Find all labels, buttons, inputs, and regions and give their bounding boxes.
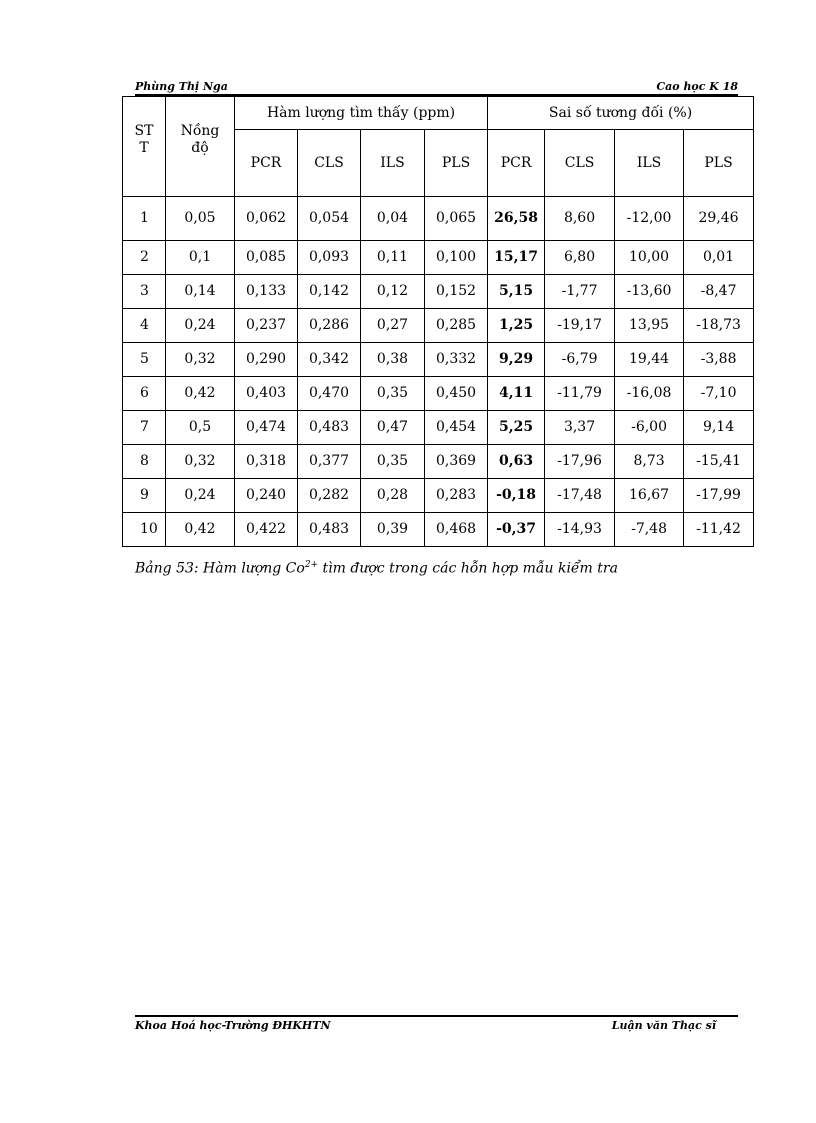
cell-nong-do: 0,05: [166, 197, 235, 241]
cell-error-pls: -18,73: [684, 309, 754, 343]
cell-found-ils: 0,27: [361, 309, 425, 343]
cell-error-ils: 16,67: [615, 479, 684, 513]
cell-error-pls: 0,01: [684, 241, 754, 275]
cell-found-pls: 0,152: [425, 275, 488, 309]
cell-error-ils: 10,00: [615, 241, 684, 275]
cell-error-pls: -7,10: [684, 377, 754, 411]
cell-found-pcr: 0,062: [235, 197, 298, 241]
cell-found-cls: 0,142: [298, 275, 361, 309]
caption-suffix: tìm được trong các hỗn hợp mẫu kiểm tra: [318, 560, 618, 577]
cell-found-cls: 0,483: [298, 513, 361, 547]
results-table: [122, 96, 754, 547]
sub-error-pcr: PCR: [488, 130, 545, 197]
group-error-header: Sai số tương đối (%): [488, 97, 754, 130]
sub-error-ils: ILS: [615, 130, 684, 197]
cell-error-pls: -15,41: [684, 445, 754, 479]
cell-found-pls: 0,450: [425, 377, 488, 411]
col-nong-do-header: Nồng độ: [166, 97, 235, 197]
cell-stt: 5: [123, 343, 166, 377]
cell-found-ils: 0,04: [361, 197, 425, 241]
cell-error-pcr: 15,17: [488, 241, 545, 275]
cell-error-pcr: 4,11: [488, 377, 545, 411]
sub-found-cls: CLS: [298, 130, 361, 197]
cell-error-cls: -17,96: [545, 445, 615, 479]
cell-stt: 4: [123, 309, 166, 343]
cell-error-pcr: 9,29: [488, 343, 545, 377]
cell-error-ils: 19,44: [615, 343, 684, 377]
page-footer: [135, 1019, 738, 1035]
cell-stt: 3: [123, 275, 166, 309]
cell-error-pcr: -0,18: [488, 479, 545, 513]
cell-error-pcr: 5,15: [488, 275, 545, 309]
cell-found-cls: 0,054: [298, 197, 361, 241]
footer-rule: [135, 1015, 738, 1017]
cell-found-pcr: 0,085: [235, 241, 298, 275]
cell-found-pls: 0,283: [425, 479, 488, 513]
cell-error-pcr: -0,37: [488, 513, 545, 547]
sub-error-pls: PLS: [684, 130, 754, 197]
sub-error-cls: CLS: [545, 130, 615, 197]
cell-error-cls: -14,93: [545, 513, 615, 547]
sub-found-pls: PLS: [425, 130, 488, 197]
cell-found-ils: 0,35: [361, 445, 425, 479]
cell-stt: 9: [123, 479, 166, 513]
cell-found-cls: 0,342: [298, 343, 361, 377]
cell-found-pls: 0,332: [425, 343, 488, 377]
cell-nong-do: 0,24: [166, 309, 235, 343]
caption-superscript: 2+: [304, 560, 319, 570]
page-header: [135, 80, 738, 94]
cell-nong-do: 0,32: [166, 445, 235, 479]
table-row: [123, 445, 754, 479]
cell-nong-do: 0,14: [166, 275, 235, 309]
cell-found-ils: 0,35: [361, 377, 425, 411]
cell-found-pcr: 0,422: [235, 513, 298, 547]
cell-found-ils: 0,12: [361, 275, 425, 309]
cell-stt: 6: [123, 377, 166, 411]
sub-found-pcr: PCR: [235, 130, 298, 197]
cell-found-pls: 0,369: [425, 445, 488, 479]
table-row: [123, 241, 754, 275]
cell-found-cls: 0,483: [298, 411, 361, 445]
cell-found-pcr: 0,133: [235, 275, 298, 309]
table-body: [123, 197, 754, 547]
cell-error-cls: -6,79: [545, 343, 615, 377]
cell-error-pls: -3,88: [684, 343, 754, 377]
col-stt-header: ST T: [123, 97, 166, 197]
cell-error-pls: -8,47: [684, 275, 754, 309]
cell-found-ils: 0,28: [361, 479, 425, 513]
cell-error-pcr: 5,25: [488, 411, 545, 445]
cell-found-pcr: 0,318: [235, 445, 298, 479]
cell-stt: 2: [123, 241, 166, 275]
caption-prefix: Bảng 53: Hàm lượng Co: [135, 560, 305, 577]
cell-error-pls: 29,46: [684, 197, 754, 241]
table-row: [123, 309, 754, 343]
cell-stt: 8: [123, 445, 166, 479]
cell-error-pls: -11,42: [684, 513, 754, 547]
cell-error-ils: -12,00: [615, 197, 684, 241]
cell-error-ils: -7,48: [615, 513, 684, 547]
group-found-header: Hàm lượng tìm thấy (ppm): [235, 97, 488, 130]
cell-error-pcr: 26,58: [488, 197, 545, 241]
sub-found-ils: ILS: [361, 130, 425, 197]
cell-found-cls: 0,282: [298, 479, 361, 513]
cell-error-ils: 13,95: [615, 309, 684, 343]
table-row: [123, 275, 754, 309]
cell-error-ils: -13,60: [615, 275, 684, 309]
cell-error-cls: 8,60: [545, 197, 615, 241]
table-row: [123, 411, 754, 445]
table-caption: [135, 560, 618, 577]
table-row: [123, 343, 754, 377]
cell-error-pcr: 1,25: [488, 309, 545, 343]
table-row: [123, 197, 754, 241]
cell-nong-do: 0,42: [166, 377, 235, 411]
cell-found-cls: 0,377: [298, 445, 361, 479]
cell-found-pls: 0,285: [425, 309, 488, 343]
cell-found-pls: 0,468: [425, 513, 488, 547]
header-row-1: [123, 97, 754, 130]
cell-error-ils: -16,08: [615, 377, 684, 411]
cell-error-pls: 9,14: [684, 411, 754, 445]
cell-nong-do: 0,5: [166, 411, 235, 445]
cell-error-cls: -19,17: [545, 309, 615, 343]
cell-stt: 1: [123, 197, 166, 241]
footer-faculty: Khoa Hoá học-Trường ĐHKHTN: [135, 1019, 331, 1032]
footer-thesis: Luận văn Thạc sĩ: [611, 1019, 716, 1032]
cell-error-ils: -6,00: [615, 411, 684, 445]
cell-error-cls: -17,48: [545, 479, 615, 513]
header-author: Phùng Thị Nga: [135, 80, 228, 93]
cell-found-pcr: 0,474: [235, 411, 298, 445]
cell-found-ils: 0,38: [361, 343, 425, 377]
cell-found-pcr: 0,240: [235, 479, 298, 513]
table-row: [123, 513, 754, 547]
header-course: Cao học K 18: [656, 80, 738, 93]
cell-found-pls: 0,454: [425, 411, 488, 445]
cell-found-ils: 0,39: [361, 513, 425, 547]
cell-found-pcr: 0,403: [235, 377, 298, 411]
cell-error-ils: 8,73: [615, 445, 684, 479]
table-row: [123, 377, 754, 411]
cell-found-pls: 0,065: [425, 197, 488, 241]
cell-stt: 7: [123, 411, 166, 445]
cell-error-cls: -1,77: [545, 275, 615, 309]
cell-error-pls: -17,99: [684, 479, 754, 513]
cell-error-pcr: 0,63: [488, 445, 545, 479]
cell-found-pcr: 0,237: [235, 309, 298, 343]
cell-stt: 10: [123, 513, 166, 547]
cell-nong-do: 0,42: [166, 513, 235, 547]
cell-error-cls: 3,37: [545, 411, 615, 445]
cell-error-cls: 6,80: [545, 241, 615, 275]
cell-found-pls: 0,100: [425, 241, 488, 275]
table-row: [123, 479, 754, 513]
cell-found-cls: 0,286: [298, 309, 361, 343]
cell-found-pcr: 0,290: [235, 343, 298, 377]
cell-nong-do: 0,1: [166, 241, 235, 275]
cell-nong-do: 0,32: [166, 343, 235, 377]
cell-found-cls: 0,470: [298, 377, 361, 411]
cell-nong-do: 0,24: [166, 479, 235, 513]
cell-error-cls: -11,79: [545, 377, 615, 411]
cell-found-ils: 0,11: [361, 241, 425, 275]
cell-found-ils: 0,47: [361, 411, 425, 445]
cell-found-cls: 0,093: [298, 241, 361, 275]
